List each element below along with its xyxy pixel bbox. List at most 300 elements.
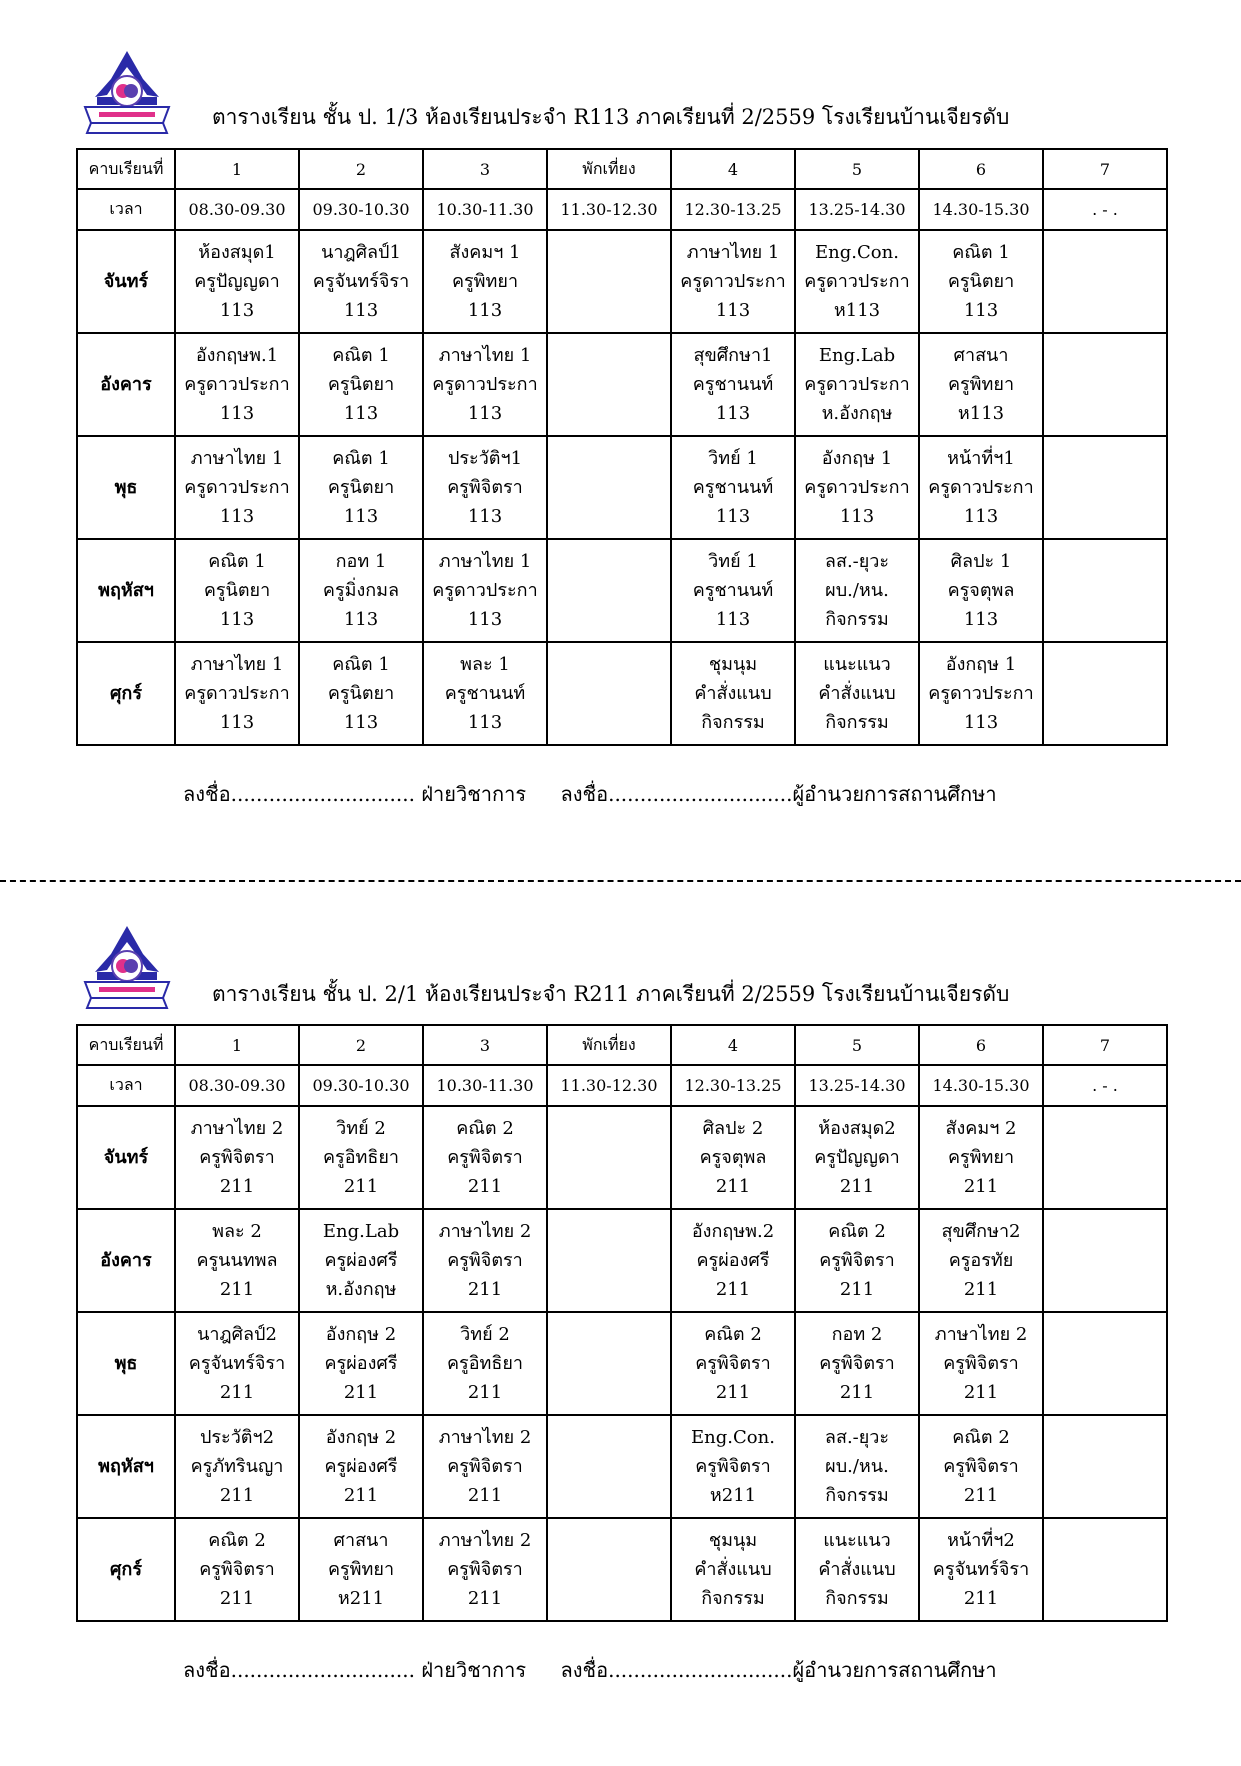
class-room: 211 xyxy=(467,1485,503,1506)
class-teacher: ผบ./หน. xyxy=(825,580,889,601)
class-room: กิจกรรม xyxy=(701,712,765,733)
time-label: เวลา xyxy=(77,1065,175,1106)
class-subject: สุขศึกษา1 xyxy=(693,345,773,366)
period-header: 1 xyxy=(175,149,299,189)
class-cell xyxy=(423,539,547,642)
class-subject: อังกฤษพ.1 xyxy=(195,345,279,366)
class-teacher: คำสั่งแนบ xyxy=(818,1559,896,1580)
class-subject: ห้องสมุด1 xyxy=(198,242,276,263)
class-subject: แนะแนว xyxy=(823,654,891,675)
class-room: 113 xyxy=(343,506,379,527)
day-row xyxy=(77,230,1167,333)
class-teacher: ครูพิจิตรา xyxy=(447,1250,523,1271)
class-cell xyxy=(547,1312,671,1415)
class-teacher: ครูชานนท์ xyxy=(692,374,774,395)
class-subject: ชุมนุม xyxy=(708,654,758,675)
class-cell xyxy=(175,1106,299,1209)
class-subject: คณิต 1 xyxy=(208,551,266,572)
class-room: 113 xyxy=(963,506,999,527)
class-teacher: ครูดาวประกา xyxy=(184,477,290,498)
timetable xyxy=(76,1024,1168,1622)
class-cell xyxy=(299,642,423,745)
class-cell xyxy=(175,1209,299,1312)
class-cell xyxy=(919,1415,1043,1518)
class-subject: Eng.Con. xyxy=(815,242,899,263)
class-subject: วิทย์ 2 xyxy=(336,1118,386,1139)
class-cell xyxy=(1043,230,1167,333)
period-header: 7 xyxy=(1043,149,1167,189)
class-teacher: ครูพิจิตรา xyxy=(943,1353,1019,1374)
class-room: 113 xyxy=(343,300,379,321)
class-room: 211 xyxy=(467,1588,503,1609)
class-room: 211 xyxy=(963,1588,999,1609)
class-teacher: ครูพิทยา xyxy=(451,271,519,292)
day-row xyxy=(77,1312,1167,1415)
time-slot: 08.30-09.30 xyxy=(175,1065,299,1106)
day-row xyxy=(77,1518,1167,1621)
class-cell xyxy=(919,1312,1043,1415)
class-cell xyxy=(423,230,547,333)
period-header: 2 xyxy=(299,149,423,189)
class-subject: ประวัติฯ1 xyxy=(447,448,523,469)
class-cell xyxy=(919,1518,1043,1621)
signature-line xyxy=(183,778,997,810)
class-teacher: ครูนิตยา xyxy=(947,271,1015,292)
class-subject: ภาษาไทย 2 xyxy=(438,1221,532,1242)
class-teacher: ครูพิจิตรา xyxy=(199,1559,275,1580)
period-header: 6 xyxy=(919,1025,1043,1065)
time-slot: 09.30-10.30 xyxy=(299,189,423,230)
class-subject: ศาสนา xyxy=(333,1530,389,1551)
class-room: 211 xyxy=(715,1176,751,1197)
class-teacher: คำสั่งแนบ xyxy=(818,683,896,704)
class-cell xyxy=(919,436,1043,539)
class-cell xyxy=(547,436,671,539)
class-cell xyxy=(547,1415,671,1518)
class-subject: ห้องสมุด2 xyxy=(818,1118,896,1139)
class-room: 113 xyxy=(219,712,255,733)
class-teacher: ครูพิจิตรา xyxy=(695,1456,771,1477)
class-subject: อังกฤษ 2 xyxy=(325,1427,397,1448)
class-cell xyxy=(1043,436,1167,539)
class-teacher: ครูดาวประกา xyxy=(432,374,538,395)
class-room: 211 xyxy=(219,1382,255,1403)
class-teacher: ครูพิจิตรา xyxy=(695,1353,771,1374)
class-cell xyxy=(795,230,919,333)
class-room: กิจกรรม xyxy=(825,1485,889,1506)
class-cell xyxy=(175,539,299,642)
time-slot: 14.30-15.30 xyxy=(919,1065,1043,1106)
class-cell xyxy=(547,230,671,333)
class-teacher: ครูอิทธิยา xyxy=(446,1353,524,1374)
class-subject: อังกฤษ 2 xyxy=(325,1324,397,1345)
cut-line xyxy=(0,880,1241,882)
class-subject: สังคมฯ 1 xyxy=(449,242,521,263)
class-subject: ภาษาไทย 2 xyxy=(438,1530,532,1551)
class-subject: ภาษาไทย 1 xyxy=(438,345,532,366)
period-header-label: คาบเรียนที่ xyxy=(77,149,175,189)
class-cell xyxy=(175,642,299,745)
class-cell xyxy=(919,539,1043,642)
class-teacher: ครูชานนท์ xyxy=(444,683,526,704)
class-cell xyxy=(423,1106,547,1209)
period-header-row xyxy=(77,1025,1167,1065)
day-row xyxy=(77,1106,1167,1209)
class-subject: ภาษาไทย 2 xyxy=(190,1118,284,1139)
class-cell xyxy=(795,1209,919,1312)
period-header: 5 xyxy=(795,149,919,189)
class-cell xyxy=(299,1106,423,1209)
class-teacher: ครูนิตยา xyxy=(327,683,395,704)
class-teacher: ครูดาวประกา xyxy=(680,271,786,292)
class-teacher: คำสั่งแนบ xyxy=(694,1559,772,1580)
class-subject: อังกฤษพ.2 xyxy=(691,1221,775,1242)
class-teacher: ครูพิจิตรา xyxy=(447,477,523,498)
class-subject: ลส.-ยุวะ xyxy=(824,1427,890,1448)
class-cell xyxy=(175,436,299,539)
class-teacher: ครูพิจิตรา xyxy=(447,1559,523,1580)
class-subject: ศิลปะ 1 xyxy=(950,551,1012,572)
class-teacher: ครูพิทยา xyxy=(947,1147,1015,1168)
class-cell xyxy=(547,333,671,436)
class-room: 211 xyxy=(343,1485,379,1506)
class-teacher: ครูอิทธิยา xyxy=(322,1147,400,1168)
class-teacher: ครูดาวประกา xyxy=(928,683,1034,704)
class-teacher: ครูดาวประกา xyxy=(804,477,910,498)
class-cell xyxy=(299,333,423,436)
class-cell xyxy=(1043,333,1167,436)
time-slot: 10.30-11.30 xyxy=(423,189,547,230)
day-name: ศุกร์ xyxy=(77,1518,175,1621)
class-cell xyxy=(423,1415,547,1518)
time-slot: 13.25-14.30 xyxy=(795,1065,919,1106)
time-slot: 11.30-12.30 xyxy=(547,189,671,230)
class-teacher: ครูนิตยา xyxy=(327,477,395,498)
class-cell xyxy=(919,642,1043,745)
class-teacher: ครูพิทยา xyxy=(947,374,1015,395)
class-room: 113 xyxy=(715,609,751,630)
period-header: 4 xyxy=(671,149,795,189)
class-teacher: ครูปัญญดา xyxy=(814,1147,900,1168)
class-subject: ภาษาไทย 1 xyxy=(686,242,780,263)
time-slot: 11.30-12.30 xyxy=(547,1065,671,1106)
class-cell xyxy=(671,1312,795,1415)
class-subject: หน้าที่ฯ2 xyxy=(947,1530,1015,1551)
class-room: 113 xyxy=(467,609,503,630)
class-room: ห.อังกฤษ xyxy=(821,403,893,424)
class-room: ห113 xyxy=(957,403,1005,424)
class-teacher: ครูผ่องศรี xyxy=(324,1250,398,1271)
time-slot: 10.30-11.30 xyxy=(423,1065,547,1106)
class-room: 113 xyxy=(219,300,255,321)
class-room: 211 xyxy=(219,1485,255,1506)
period-header: 5 xyxy=(795,1025,919,1065)
period-header-label: คาบเรียนที่ xyxy=(77,1025,175,1065)
time-slot: . - . xyxy=(1043,1065,1167,1106)
class-room: 211 xyxy=(963,1279,999,1300)
timetable xyxy=(76,148,1168,746)
class-teacher: ครูพิจิตรา xyxy=(943,1456,1019,1477)
class-subject: อังกฤษ 1 xyxy=(945,654,1017,675)
class-subject: นาฎศิลป์1 xyxy=(321,242,401,263)
class-subject: สุขศึกษา2 xyxy=(941,1221,1021,1242)
class-cell xyxy=(299,1518,423,1621)
class-subject: วิทย์ 1 xyxy=(708,551,758,572)
class-room: ห211 xyxy=(337,1588,385,1609)
class-cell xyxy=(671,1106,795,1209)
class-subject: กอท 1 xyxy=(335,551,387,572)
class-subject: พละ 1 xyxy=(460,654,510,675)
class-teacher: ครูพิจิตรา xyxy=(447,1456,523,1477)
class-cell xyxy=(671,230,795,333)
class-teacher: ครูผ่องศรี xyxy=(324,1353,398,1374)
signature-academic: ลงชื่อ............................. ฝ่ายวิชาการ xyxy=(183,782,527,806)
class-teacher: ครูดาวประกา xyxy=(184,683,290,704)
class-cell xyxy=(795,436,919,539)
class-teacher: ครูผ่องศรี xyxy=(696,1250,770,1271)
class-room: 113 xyxy=(467,300,503,321)
class-cell xyxy=(175,1518,299,1621)
class-cell xyxy=(919,333,1043,436)
class-cell xyxy=(671,642,795,745)
class-subject: คณิต 2 xyxy=(456,1118,514,1139)
class-cell xyxy=(1043,1106,1167,1209)
class-cell xyxy=(547,642,671,745)
class-room: 113 xyxy=(219,609,255,630)
class-subject: ภาษาไทย 2 xyxy=(438,1427,532,1448)
class-subject: คณิต 1 xyxy=(332,654,390,675)
class-room: 113 xyxy=(715,403,751,424)
class-teacher: ครูชานนท์ xyxy=(692,477,774,498)
day-name: อังคาร xyxy=(77,1209,175,1312)
class-room: 211 xyxy=(963,1382,999,1403)
class-room: 211 xyxy=(343,1382,379,1403)
class-room: กิจกรรม xyxy=(825,609,889,630)
class-room: 113 xyxy=(343,712,379,733)
class-cell xyxy=(671,1518,795,1621)
class-subject: คณิต 1 xyxy=(332,345,390,366)
class-subject: ภาษาไทย 2 xyxy=(934,1324,1028,1345)
class-subject: ประวัติฯ2 xyxy=(199,1427,275,1448)
class-subject: อังกฤษ 1 xyxy=(821,448,893,469)
class-cell xyxy=(1043,539,1167,642)
class-subject: วิทย์ 1 xyxy=(708,448,758,469)
time-row xyxy=(77,1065,1167,1106)
class-room: 113 xyxy=(963,609,999,630)
class-subject: คณิต 2 xyxy=(208,1530,266,1551)
class-room: 211 xyxy=(715,1382,751,1403)
class-cell xyxy=(423,642,547,745)
class-cell xyxy=(1043,1209,1167,1312)
class-cell xyxy=(671,436,795,539)
class-room: 211 xyxy=(343,1176,379,1197)
class-cell xyxy=(1043,642,1167,745)
class-subject: ภาษาไทย 1 xyxy=(190,654,284,675)
class-room: 211 xyxy=(963,1485,999,1506)
class-subject: ชุมนุม xyxy=(708,1530,758,1551)
class-cell xyxy=(299,1415,423,1518)
period-header: 1 xyxy=(175,1025,299,1065)
class-cell xyxy=(175,1312,299,1415)
class-cell xyxy=(299,436,423,539)
class-cell xyxy=(1043,1518,1167,1621)
signature-director: ลงชื่อ.............................ผู้อำนวยการสถานศึกษา xyxy=(560,782,997,806)
class-room: กิจกรรม xyxy=(825,1588,889,1609)
class-subject: คณิต 2 xyxy=(952,1427,1010,1448)
period-header: 2 xyxy=(299,1025,423,1065)
class-teacher: ครูนนทพล xyxy=(196,1250,278,1271)
time-slot: 13.25-14.30 xyxy=(795,189,919,230)
class-teacher: ครูนิตยา xyxy=(327,374,395,395)
class-room: 113 xyxy=(963,712,999,733)
signature-line xyxy=(183,1654,997,1686)
class-teacher: ครูจันทร์จิรา xyxy=(932,1559,1030,1580)
day-name: จันทร์ xyxy=(77,230,175,333)
class-subject: สังคมฯ 2 xyxy=(945,1118,1017,1139)
class-subject: Eng.Lab xyxy=(322,1221,400,1242)
class-subject: ภาษาไทย 1 xyxy=(190,448,284,469)
class-teacher: ครูพิจิตรา xyxy=(447,1147,523,1168)
class-subject: ศาสนา xyxy=(953,345,1009,366)
period-header: 4 xyxy=(671,1025,795,1065)
class-teacher: ครูมิ่งกมล xyxy=(322,580,400,601)
class-cell xyxy=(423,1518,547,1621)
class-cell xyxy=(795,539,919,642)
class-cell xyxy=(671,333,795,436)
class-room: 113 xyxy=(467,506,503,527)
time-row xyxy=(77,189,1167,230)
lunch-header: พักเที่ยง xyxy=(547,1025,671,1065)
class-cell xyxy=(671,539,795,642)
class-cell xyxy=(795,333,919,436)
period-header: 3 xyxy=(423,149,547,189)
schedule-title: ตารางเรียน ชั้น ป. 2/1 ห้องเรียนประจำ R211 ภาคเรียนที่ 2/2559 โรงเรียนบ้านเจียรดับ xyxy=(212,982,1010,1006)
class-teacher: ครูดาวประกา xyxy=(804,271,910,292)
class-teacher: ครูพิทยา xyxy=(327,1559,395,1580)
day-name: พฤหัสฯ xyxy=(77,539,175,642)
class-room: 211 xyxy=(467,1382,503,1403)
day-name: ศุกร์ xyxy=(77,642,175,745)
class-subject: แนะแนว xyxy=(823,1530,891,1551)
class-room: 211 xyxy=(839,1382,875,1403)
class-room: 211 xyxy=(963,1176,999,1197)
class-subject: ภาษาไทย 1 xyxy=(438,551,532,572)
day-name: อังคาร xyxy=(77,333,175,436)
class-cell xyxy=(547,1106,671,1209)
class-cell xyxy=(919,1106,1043,1209)
day-name: พุธ xyxy=(77,1312,175,1415)
class-teacher: ครูดาวประกา xyxy=(432,580,538,601)
time-slot: 12.30-13.25 xyxy=(671,1065,795,1106)
school-emblem-icon xyxy=(77,920,177,1020)
class-cell xyxy=(671,1415,795,1518)
class-subject: วิทย์ 2 xyxy=(460,1324,510,1345)
class-room: 211 xyxy=(715,1279,751,1300)
class-cell xyxy=(1043,1312,1167,1415)
class-cell xyxy=(795,1518,919,1621)
day-name: จันทร์ xyxy=(77,1106,175,1209)
class-room: กิจกรรม xyxy=(701,1588,765,1609)
class-teacher: ครูดาวประกา xyxy=(928,477,1034,498)
class-room: 113 xyxy=(963,300,999,321)
class-room: 113 xyxy=(467,712,503,733)
time-label: เวลา xyxy=(77,189,175,230)
class-room: 113 xyxy=(715,300,751,321)
day-row xyxy=(77,642,1167,745)
class-subject: Eng.Lab xyxy=(818,345,896,366)
class-teacher: ครูจันทร์จิรา xyxy=(188,1353,286,1374)
class-cell xyxy=(547,1518,671,1621)
day-row xyxy=(77,436,1167,539)
class-subject: กอท 2 xyxy=(831,1324,883,1345)
period-header-row xyxy=(77,149,1167,189)
class-cell xyxy=(175,333,299,436)
class-teacher: ครูพิจิตรา xyxy=(819,1250,895,1271)
schedule-title: ตารางเรียน ชั้น ป. 1/3 ห้องเรียนประจำ R113 ภาคเรียนที่ 2/2559 โรงเรียนบ้านเจียรดับ xyxy=(212,105,1010,129)
class-cell xyxy=(795,642,919,745)
lunch-header: พักเที่ยง xyxy=(547,149,671,189)
class-cell xyxy=(1043,1415,1167,1518)
class-subject: ลส.-ยุวะ xyxy=(824,551,890,572)
class-cell xyxy=(919,230,1043,333)
class-room: 113 xyxy=(715,506,751,527)
class-teacher: ครูจตุพล xyxy=(699,1147,767,1168)
time-slot: 12.30-13.25 xyxy=(671,189,795,230)
class-room: ห211 xyxy=(709,1485,757,1506)
class-cell xyxy=(547,1209,671,1312)
period-header: 3 xyxy=(423,1025,547,1065)
class-room: 211 xyxy=(467,1176,503,1197)
class-cell xyxy=(299,1312,423,1415)
class-subject: Eng.Con. xyxy=(691,1427,775,1448)
class-cell xyxy=(423,333,547,436)
class-teacher: ครูผ่องศรี xyxy=(324,1456,398,1477)
class-cell xyxy=(175,1415,299,1518)
class-teacher: ครูชานนท์ xyxy=(692,580,774,601)
time-slot: 08.30-09.30 xyxy=(175,189,299,230)
class-cell xyxy=(795,1106,919,1209)
class-room: 211 xyxy=(219,1279,255,1300)
class-room: 211 xyxy=(467,1279,503,1300)
class-room: กิจกรรม xyxy=(825,712,889,733)
class-cell xyxy=(175,230,299,333)
class-subject: ศิลปะ 2 xyxy=(702,1118,764,1139)
class-cell xyxy=(919,1209,1043,1312)
class-teacher: ครูพิจิตรา xyxy=(199,1147,275,1168)
day-name: พฤหัสฯ xyxy=(77,1415,175,1518)
class-subject: คณิต 1 xyxy=(952,242,1010,263)
class-teacher: ผบ./หน. xyxy=(825,1456,889,1477)
day-row xyxy=(77,333,1167,436)
period-header: 7 xyxy=(1043,1025,1167,1065)
class-cell xyxy=(671,1209,795,1312)
class-room: 113 xyxy=(343,403,379,424)
time-slot: 14.30-15.30 xyxy=(919,189,1043,230)
class-cell xyxy=(795,1312,919,1415)
class-teacher: ครูดาวประกา xyxy=(184,374,290,395)
day-row xyxy=(77,1209,1167,1312)
class-cell xyxy=(547,539,671,642)
class-room: 113 xyxy=(839,506,875,527)
school-emblem-icon xyxy=(77,45,177,145)
class-cell xyxy=(423,436,547,539)
class-cell xyxy=(299,539,423,642)
class-teacher: ครูปัญญดา xyxy=(194,271,280,292)
class-teacher: ครูภัทรินญา xyxy=(190,1456,284,1477)
class-teacher: ครูอรทัย xyxy=(948,1250,1014,1271)
class-teacher: ครูจันทร์จิรา xyxy=(312,271,410,292)
class-teacher: ครูดาวประกา xyxy=(804,374,910,395)
